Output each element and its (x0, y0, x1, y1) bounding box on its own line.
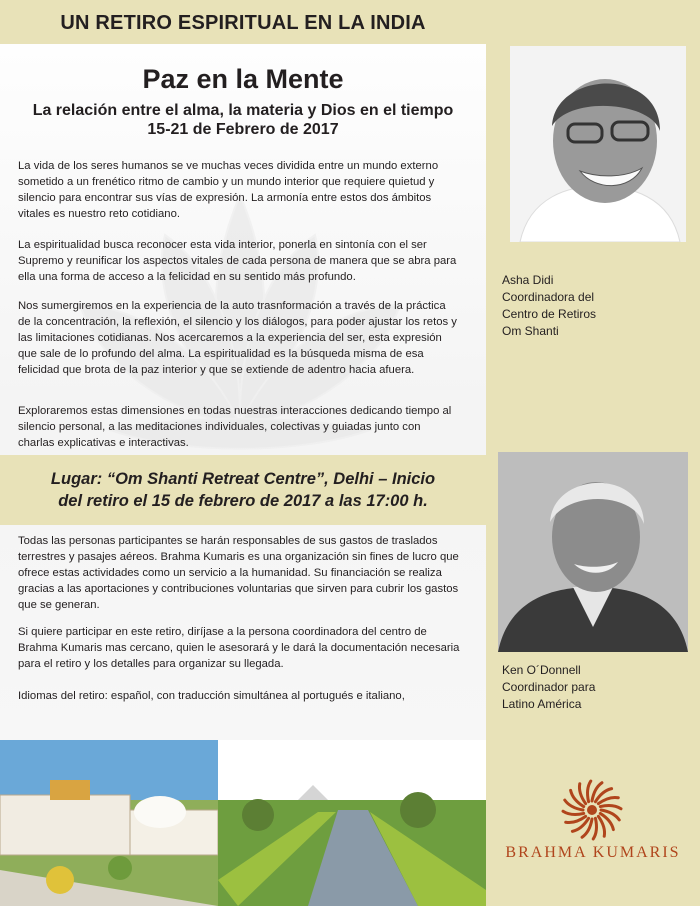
person-role: Latino América (502, 697, 582, 711)
garden-image (218, 740, 486, 906)
logo-ray (563, 811, 584, 814)
portrait-image (498, 452, 688, 652)
paragraph: La espiritualidad busca reconocer esta vida interior, ponerla en sintonía con el ser Supremo y reunificar los aspectos vitales de cada persona de manera que se abra para ella una forma de acceso a la felicidad en su sentido más profundo. (18, 239, 457, 283)
person-role: Centro de Retiros (502, 307, 597, 321)
location-line: Lugar: “Om Shanti Retreat Centre”, Delhi – Inicio (50, 470, 436, 488)
photo-retreat-garden (218, 740, 486, 906)
logo-ray (588, 781, 591, 802)
person-role: Coordinador para (502, 680, 596, 694)
paragraph: Exploraremos estas dimensiones en todas nuestras interacciones dedicando tiempo al silencio personal, a las meditaciones individuales, colectivas y guiadas junto con charlas explicativas e interactivas. (18, 405, 452, 449)
paragraph: Si quiere participar en este retiro, diríjase a la persona coordinadora del centro de Brahma Kumaris mas cercano, quien le asesorará y le dará la documentación necesaria para el retiro y los detalles para organizar su llegada. (18, 626, 460, 670)
portrait-asha-didi (510, 46, 686, 242)
photo-retreat-building (0, 740, 218, 906)
location-line: del retiro el 15 de febrero de 2017 a las 17:00 h. (58, 492, 428, 510)
person-name: Asha Didi (502, 273, 554, 287)
person-role: Om Shanti (502, 324, 559, 338)
caption-ken-odonnell (502, 662, 595, 713)
page-title: Paz en la Mente (142, 64, 344, 94)
person-name: Ken O´Donnell (502, 663, 581, 677)
logo-ray (566, 816, 586, 822)
header-title: UN RETIRO ESPIRITUAL EN LA INDIA (60, 12, 426, 34)
logo-ray (579, 784, 585, 804)
subtitle-line: La relación entre el alma, la materia y Dios en el tiempo (32, 102, 454, 119)
building-image (0, 740, 218, 906)
logo-ray (598, 816, 604, 836)
logo-text: BRAHMA KUMARIS (505, 844, 681, 861)
logo-ray (598, 797, 618, 803)
person-role: Coordinadora del (502, 290, 595, 304)
portrait-image (510, 46, 686, 242)
paragraph: Todas las personas participantes se harán responsables de sus gastos de traslados terrestres y pasajes aéreos. Brahma Kumaris es una organización sin fines de lucro que ofrece estas actividades como un servicio a la humanidad. Su financiación se realiza gracias a las aportaciones y contribuciones voluntarias que sirven para cubrir los gastos que se generan. (18, 535, 459, 611)
paragraph: La vida de los seres humanos se ve muchas veces dividida entre un mundo externo sometido a un frenético ritmo de cambio y un mundo interior que requiere quietud y silencio para encontrar sus vías de expresión. La armonía entre estos dos ámbitos vitales es nuestro reto cotidiano. (18, 160, 439, 220)
portrait-ken-odonnell (498, 452, 688, 652)
location-info (0, 468, 486, 512)
caption-asha-didi (502, 272, 596, 340)
paragraph: Idiomas del retiro: español, con traducción simultánea al portugués e italiano, (18, 690, 405, 702)
paragraph: Nos sumergiremos en la experiencia de la auto trasnformación a través de la práctica de la concentración, la reflexión, el silencio y los diálogos, para poder ajustar los retos y las limitaciones cotidianas. Nos acercaremos a la experiencia del ser, esta expresión que sale de lo profundo del alma. La espiritualidad es la búsqueda misma de esa felicidad que brota de la paz interior y que se extiende de adentro hacia afuera. (18, 300, 457, 376)
logo-ray (600, 806, 621, 809)
brahma-kumaris-logo-icon (560, 778, 624, 842)
date-line: 15-21 de Febrero de 2017 (147, 121, 339, 138)
subtitle (0, 101, 486, 139)
logo-ray (593, 818, 596, 839)
